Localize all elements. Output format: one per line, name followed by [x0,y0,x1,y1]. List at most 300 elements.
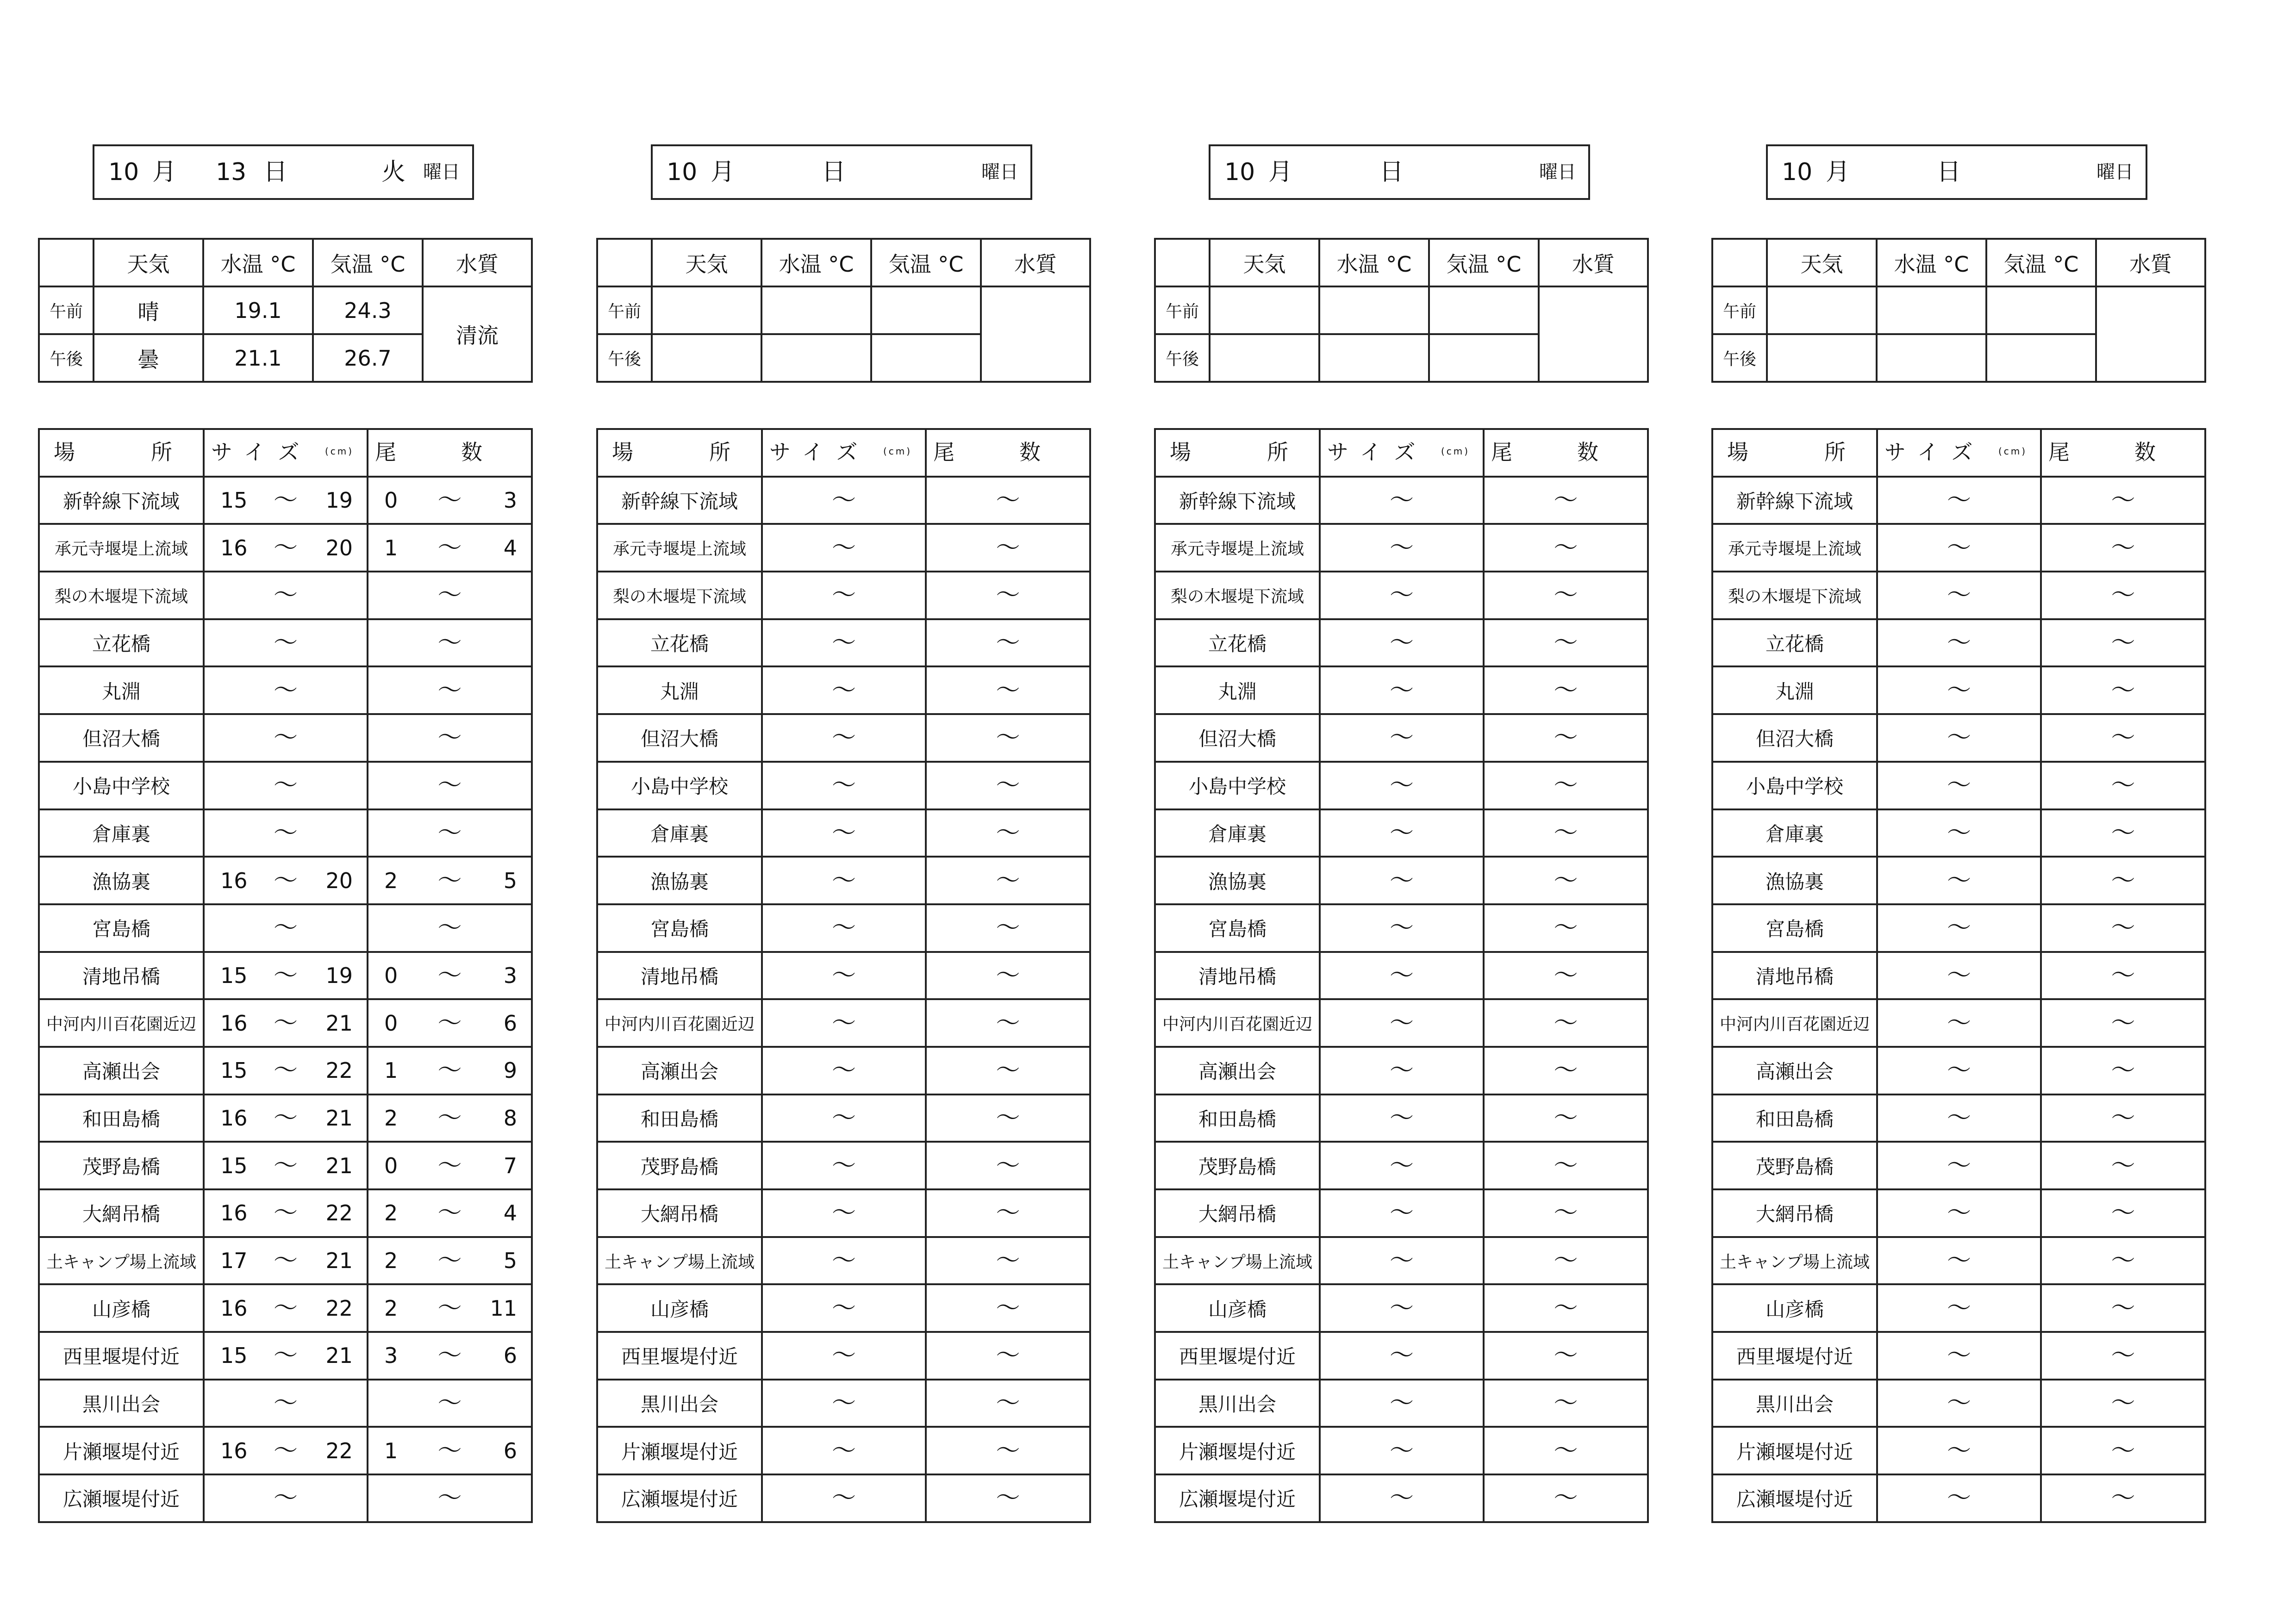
count-max: 6 [503,1438,517,1463]
table-row [1712,904,2205,952]
count-header [1484,429,1648,477]
tilde: ～ [273,1342,298,1370]
size-range [1321,621,1483,665]
size-range [763,1144,925,1188]
size-range-cell [1320,1332,1484,1380]
tilde: ～ [1554,1009,1578,1037]
count-max: 4 [503,1200,517,1226]
count-max: 11 [490,1295,517,1321]
tilde: ～ [273,866,298,895]
tilde: ～ [1554,486,1578,515]
size-range [763,478,925,522]
tilde: ～ [2111,1151,2135,1180]
table-row [1712,999,2205,1047]
tilde: ～ [1947,1436,1972,1465]
am-weather [1767,286,1877,334]
size-range [1321,1238,1483,1283]
count-range [2042,1286,2204,1331]
count-range [368,1191,531,1235]
size-range [763,763,925,808]
size-header-label: サイズ [1327,440,1429,465]
size-range-cell [1877,1284,2041,1332]
table-row [1155,809,1648,857]
location-name: 大網吊橋 [597,1189,762,1237]
count-range [927,1048,1089,1093]
table-row [39,1094,532,1142]
size-min: 15 [220,1058,248,1083]
weather-header-row [39,239,532,286]
count-min: 1 [384,535,398,560]
location-name: 西里堰堤付近 [1155,1332,1320,1380]
tilde: ～ [1554,1199,1578,1227]
table-row [39,619,532,667]
table-row [1712,809,2205,857]
size-max: 20 [325,868,353,893]
am-label: 午前 [39,286,94,334]
tilde: ～ [1947,866,1972,895]
size-range [1878,1048,2040,1093]
count-range-cell [2041,666,2205,714]
tilde: ～ [273,676,298,704]
tilde: ～ [831,1199,856,1227]
table-row [597,714,1090,762]
count-range [1485,906,1647,950]
tilde: ～ [2111,581,2135,609]
tilde: ～ [273,724,298,752]
location-name: 丸淵 [597,666,762,714]
location-name: 広瀬堰堤付近 [597,1474,762,1522]
size-range [1321,1429,1483,1473]
size-range [205,1096,367,1140]
location-name: 梨の木堰堤下流域 [597,572,762,619]
location-name: 漁協裏 [1155,857,1320,904]
count-range-cell [1484,762,1648,809]
size-range [763,1381,925,1425]
tilde: ～ [273,486,298,515]
table-row [1712,714,2205,762]
location-name: 片瀬堰堤付近 [1155,1427,1320,1474]
table-row [597,1332,1090,1380]
location-name: 但沼大橋 [39,714,204,762]
size-range-cell [204,1189,368,1237]
water-temp-header: 水温 °C [761,239,871,286]
tilde: ～ [831,1009,856,1037]
count-range-cell [368,1142,532,1189]
location-name: 和田島橋 [39,1094,204,1142]
size-range-cell [1877,1427,2041,1474]
table-row [597,477,1090,524]
tilde: ～ [1554,581,1578,609]
size-range [1878,573,2040,617]
count-range-cell [1484,1142,1648,1189]
count-range [368,526,531,570]
tilde: ～ [1554,914,1578,942]
size-range [1878,1144,2040,1188]
table-row [39,999,532,1047]
count-range [2042,573,2204,617]
place-header-a: 場 [54,440,75,465]
size-range [1321,1286,1483,1331]
size-range-cell [1320,809,1484,857]
count-range-cell [926,1474,1090,1522]
count-range-cell [368,762,532,809]
count-range-cell [368,477,532,524]
size-range [763,621,925,665]
size-header [1877,429,2041,477]
count-range-cell [1484,809,1648,857]
location-name: 広瀬堰堤付近 [1155,1474,1320,1522]
table-row [597,1094,1090,1142]
table-row [1712,1094,2205,1142]
size-range-cell [204,952,368,1000]
tilde: ～ [831,1389,856,1418]
location-name: 小島中学校 [597,762,762,809]
location-name: 茂野島橋 [1155,1142,1320,1189]
count-range-cell [926,857,1090,904]
count-range-cell [926,1094,1090,1142]
table-row [597,1047,1090,1094]
count-range-cell [2041,904,2205,952]
weather-header: 天気 [652,239,761,286]
place-header [1155,429,1320,477]
place-header [39,429,204,477]
tilde: ～ [437,629,462,657]
table-row [1712,1332,2205,1380]
size-range [1878,621,2040,665]
size-range [205,906,367,950]
size-range [1878,1001,2040,1045]
size-range [1321,763,1483,808]
table-row [1712,1047,2205,1094]
size-range-cell [204,1474,368,1522]
count-range-cell [368,952,532,1000]
location-name: 西里堰堤付近 [39,1332,204,1380]
count-range-cell [926,762,1090,809]
size-range-cell [1320,619,1484,667]
size-range [205,811,367,855]
size-max: 22 [325,1058,353,1083]
tilde: ～ [1554,1151,1578,1180]
count-max: 6 [503,1343,517,1368]
tilde: ～ [996,1151,1020,1180]
count-range [1485,573,1647,617]
location-name: 中河内川百花園近辺 [1712,999,1877,1047]
table-row [597,1284,1090,1332]
date-box [93,144,474,200]
place-header-a: 場 [612,440,633,465]
table-row [597,1142,1090,1189]
count-range [927,526,1089,570]
blank-cell [597,239,652,286]
location-name: 立花橋 [1712,619,1877,667]
tilde: ～ [1947,914,1972,942]
location-header-row [39,429,532,477]
table-row [39,1474,532,1522]
table-row [1712,1237,2205,1285]
weather-header: 天気 [94,239,203,286]
tilde: ～ [831,1104,856,1132]
location-name: 承元寺堰堤上流域 [597,524,762,572]
size-range-cell [1320,762,1484,809]
tilde: ～ [831,1436,856,1465]
tilde: ～ [273,1484,298,1512]
size-max: 21 [325,1248,353,1274]
am-weather: 晴 [94,286,203,334]
count-header-a: 尾 [933,440,955,465]
count-range [1485,1001,1647,1045]
count-range-cell [1484,1332,1648,1380]
count-range [1485,858,1647,903]
tilde: ～ [437,771,462,800]
count-range [927,478,1089,522]
count-header-b: 数 [1577,440,1598,465]
size-range [1878,668,2040,713]
count-range [927,1429,1089,1473]
tilde: ～ [831,1342,856,1370]
tilde: ～ [2111,1484,2135,1512]
count-range [1485,1048,1647,1093]
quality-value [981,286,1090,382]
count-range-cell [368,714,532,762]
count-max: 3 [503,963,517,988]
size-range [1321,526,1483,570]
count-range-cell [1484,1237,1648,1285]
date-box [651,144,1032,200]
am-water-temp [1319,286,1429,334]
tilde: ～ [1554,866,1578,895]
size-range [205,858,367,903]
tilde: ～ [1389,914,1414,942]
count-range-cell [368,999,532,1047]
count-range [927,573,1089,617]
size-range [763,1333,925,1378]
table-row [1155,714,1648,762]
size-range [205,1001,367,1045]
size-range-cell [1320,1427,1484,1474]
count-range [927,715,1089,760]
weather-table [1711,238,2206,383]
location-name: 土キャンプ場上流域 [597,1237,762,1285]
month-value: 10 [1224,158,1255,186]
count-range [1485,715,1647,760]
table-row [39,572,532,619]
tilde: ～ [831,534,856,562]
tilde: ～ [2111,1104,2135,1132]
size-range [1321,811,1483,855]
location-name: 高瀬出会 [39,1047,204,1094]
size-range [205,1048,367,1093]
location-name: 新幹線下流域 [1712,477,1877,524]
table-row [1712,1284,2205,1332]
tilde: ～ [996,1199,1020,1227]
size-range-cell [762,1332,926,1380]
count-range [1485,811,1647,855]
pm-water-temp [1319,334,1429,382]
tilde: ～ [437,819,462,847]
count-range [2042,668,2204,713]
weather-table [1154,238,1649,383]
tilde: ～ [273,1151,298,1180]
count-min: 2 [384,1295,398,1321]
size-min: 15 [220,1343,248,1368]
weekday-label: 曜日 [981,162,1018,183]
weather-header: 天気 [1210,239,1319,286]
size-range-cell [204,762,368,809]
size-range-cell [1320,666,1484,714]
size-range [1878,1286,2040,1331]
location-header-row [1155,429,1648,477]
size-range-cell [1877,619,2041,667]
count-range [368,1048,531,1093]
count-range [368,763,531,808]
size-range-cell [762,1380,926,1427]
count-range [2042,526,2204,570]
table-row [1155,1094,1648,1142]
size-range [763,953,925,998]
size-range-cell [762,952,926,1000]
count-header-a: 尾 [375,440,396,465]
count-range-cell [368,809,532,857]
tilde: ～ [1554,961,1578,989]
tilde: ～ [273,581,298,609]
tilde: ～ [437,1199,462,1227]
count-range-cell [368,666,532,714]
location-name: 但沼大橋 [1155,714,1320,762]
tilde: ～ [2111,866,2135,895]
size-range [763,1238,925,1283]
table-row [597,1189,1090,1237]
tilde: ～ [996,1247,1020,1275]
tilde: ～ [437,866,462,895]
count-range [1485,1429,1647,1473]
count-max: 5 [503,868,517,893]
count-range-cell [926,999,1090,1047]
tilde: ～ [437,1342,462,1370]
tilde: ～ [1554,1104,1578,1132]
size-range [1321,906,1483,950]
blank-cell [1712,239,1767,286]
size-range [1878,1096,2040,1140]
size-header [762,429,926,477]
table-row [39,1284,532,1332]
count-range-cell [926,619,1090,667]
tilde: ～ [1389,1199,1414,1227]
am-air-temp [1986,286,2096,334]
tilde: ～ [437,1151,462,1180]
count-max: 5 [503,1248,517,1274]
count-min: 2 [384,1200,398,1226]
count-range-cell [1484,619,1648,667]
am-label: 午前 [597,286,652,334]
size-range [205,1429,367,1473]
location-name: 倉庫裏 [1712,809,1877,857]
tilde: ～ [831,581,856,609]
size-range-cell [1320,1380,1484,1427]
tilde: ～ [1554,1342,1578,1370]
weekday-label: 曜日 [423,162,460,183]
size-range [763,1048,925,1093]
location-name: 新幹線下流域 [597,477,762,524]
place-header-a: 場 [1727,440,1748,465]
count-range-cell [368,1332,532,1380]
tilde: ～ [437,1294,462,1322]
tilde: ～ [273,1057,298,1085]
count-max: 8 [503,1105,517,1131]
count-range-cell [1484,1094,1648,1142]
size-range-cell [762,1284,926,1332]
place-header-b: 所 [151,440,172,465]
table-row [1712,952,2205,1000]
tilde: ～ [273,961,298,989]
size-max: 22 [325,1295,353,1321]
size-range-cell [762,572,926,619]
count-range-cell [926,1380,1090,1427]
location-name: 中河内川百花園近辺 [1155,999,1320,1047]
tilde: ～ [1947,581,1972,609]
tilde: ～ [2111,1294,2135,1322]
water-temp-header: 水温 °C [1319,239,1429,286]
size-min: 17 [220,1248,248,1274]
size-range-cell [1877,1142,2041,1189]
location-name: 立花橋 [1155,619,1320,667]
count-range [368,1429,531,1473]
size-range [205,1476,367,1520]
tilde: ～ [1947,1199,1972,1227]
size-range-cell [1877,1047,2041,1094]
size-min: 16 [220,1295,248,1321]
size-range [1321,1001,1483,1045]
size-range-cell [1877,1332,2041,1380]
size-range-cell [762,809,926,857]
tilde: ～ [2111,676,2135,704]
count-range-cell [2041,857,2205,904]
size-range [205,668,367,713]
size-range [205,715,367,760]
count-min: 0 [384,488,398,513]
month-value: 10 [108,158,139,186]
size-range [205,1191,367,1235]
count-range [2042,621,2204,665]
tilde: ～ [831,1057,856,1085]
am-label: 午前 [1155,286,1210,334]
size-unit: (cm) [1998,446,2028,457]
pm-weather: 曇 [94,334,203,382]
count-range [1485,1096,1647,1140]
am-weather [1210,286,1319,334]
table-row [1155,952,1648,1000]
size-range-cell [204,1047,368,1094]
table-row [597,619,1090,667]
table-row [1712,572,2205,619]
count-range-cell [368,524,532,572]
size-header [1320,429,1484,477]
size-range [763,715,925,760]
count-range [927,1286,1089,1331]
count-range-cell [2041,524,2205,572]
table-row [1155,1380,1648,1427]
tilde: ～ [1554,771,1578,800]
tilde: ～ [2111,1342,2135,1370]
pm-water-temp: 21.1 [203,334,313,382]
size-range [1321,858,1483,903]
size-range [1878,1429,2040,1473]
count-range [1485,1333,1647,1378]
location-name: 黒川出会 [1155,1380,1320,1427]
month-label: 月 [711,158,735,186]
count-range-cell [368,904,532,952]
count-range [927,811,1089,855]
size-range-cell [1320,1142,1484,1189]
